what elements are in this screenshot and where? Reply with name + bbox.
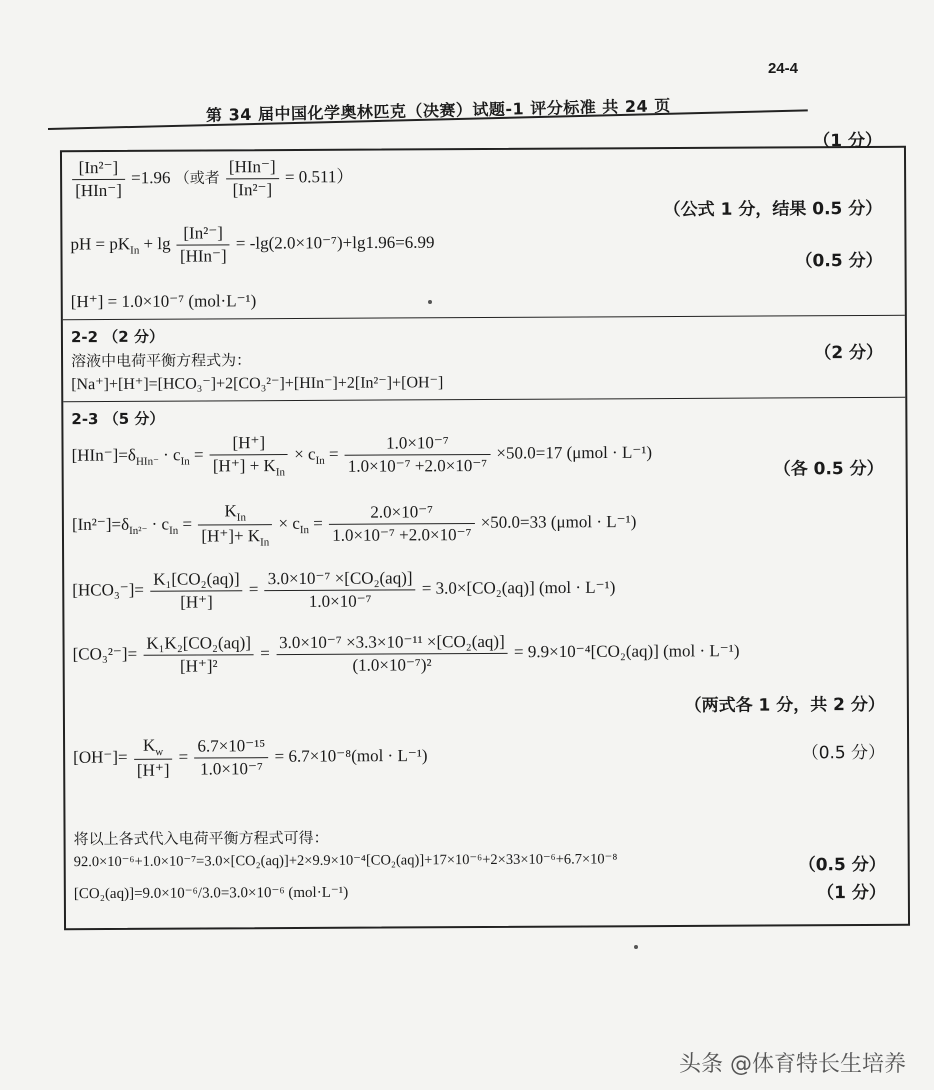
final-result: [CO₂(aq)]=9.0×10⁻⁶/3.0=3.0×10⁻⁶ (mol·L⁻¹) — [73, 884, 349, 903]
hco3-equation: [HCO₃⁻]= $\frac{\text{K₁[CO₂(aq)]}}{[H^+]}$ = $\frac{\text{3.0×10⁻⁷ ×[CO₂(aq)]}}{\text{1.0×10⁻⁷}}$ = 3.0×[CO₂(aq)] (mol · L⁻¹) — [72, 568, 616, 612]
section-2-2 — [63, 316, 905, 402]
co3-fraction-1: $\frac{\text{K₁K₂[CO₂(aq)]}}{\text{[H⁺]²}}$ — [143, 633, 254, 677]
speck — [634, 945, 638, 949]
page-header: 第 34 届中国化学奥林匹克（决赛）试题-1 评分标准 共 24 页 — [205, 96, 671, 125]
hin-equation: $[HIn^-]=\delta_{HIn^-} \cdot c_{In}$ = $\frac{[H^+]}{[H^+] + K_{In}}$ × $c_{In}$ = $\frac{\text{1.0×10⁻⁷}}{\text{1.0×10⁻⁷ +2.0×10⁻⁷}}$ ×50.0=17 (μmol · L⁻¹) — [71, 433, 653, 479]
in-fraction-2: $\frac{\text{2.0×10⁻⁷}}{\text{1.0×10⁻⁷ +2.0×10⁻⁷}}$ — [329, 502, 475, 546]
ratio-line: $\frac{\text{[In²⁻]}}{\text{[HIn⁻]}}$ =1.96 （或者 $\frac{\text{[HIn⁻]}}{\text{[In²⁻]}}$ = 0.511） — [70, 157, 354, 201]
ph-line: pH = $pK_{In} + \lg$ $\frac{\text{[In²⁻]}}{\text{[HIn⁻]}}$ = -lg(2.0×10⁻⁷)+lg1.96=6.99 — [70, 223, 435, 266]
oh-fraction-2: $\frac{\text{6.7×10⁻¹⁵}}{\text{1.0×10⁻⁷}}$ — [194, 736, 268, 779]
combined-equation: 92.0×10⁻⁶+1.0×10⁻⁷=3.0×[CO₂(aq)]+2×9.9×10⁻⁴[CO₂(aq)]+17×10⁻⁶+2×33×10⁻⁶+6.7×10⁻⁸ — [73, 851, 618, 871]
score-final: （1 分） — [817, 882, 886, 904]
section-2-3 — [63, 398, 908, 932]
score-2pt: （2 分） — [814, 342, 884, 364]
answer-sheet — [60, 130, 910, 930]
hin-fraction-1: $\frac{[H^+]}{[H^+] + K_{In}}$ — [210, 433, 288, 479]
section-2-2-desc: 溶液中电荷平衡方程式为： — [71, 351, 252, 371]
section-2-1 — [62, 130, 905, 320]
score-1pt: （1 分） — [813, 130, 882, 152]
section-2-2-title: 2-2 （2 分） — [70, 327, 164, 347]
hco3-fraction-1: $\frac{\text{K₁[CO₂(aq)]}}{[H^+]}$ — [150, 569, 243, 612]
watermark: 头条 @体育特长生培养 — [679, 1052, 906, 1077]
score-formula: （公式 1 分，结果 0.5 分） — [663, 198, 883, 221]
oh-fraction-1: $\frac{K_w}{[H^+]}$ — [134, 736, 173, 782]
hin-fraction-2: $\frac{\text{1.0×10⁻⁷}}{\text{1.0×10⁻⁷ +2.0×10⁻⁷}}$ — [345, 433, 491, 477]
ratio-fraction-1: $\frac{\text{[In²⁻]}}{\text{[HIn⁻]}}$ — [72, 158, 125, 201]
score-combined: （0.5 分） — [798, 854, 886, 876]
oh-equation: [OH⁻]= $\frac{K_w}{[H^+]}$ = $\frac{\text{6.7×10⁻¹⁵}}{\text{1.0×10⁻⁷}}$ = 6.7×10⁻⁸(mol · L⁻¹) — [73, 735, 428, 781]
co3-fraction-2: $\frac{\text{3.0×10⁻⁷ ×3.3×10⁻¹¹ ×[CO₂(aq)]}}{\text{(1.0×10⁻⁷)²}}$ — [276, 632, 508, 676]
score-half: （0.5 分） — [795, 250, 883, 272]
co3-equation: [CO₃²⁻]= $\frac{\text{K₁K₂[CO₂(aq)]}}{\text{[H⁺]²}}$ = $\frac{\text{3.0×10⁻⁷ ×3.3×10⁻¹¹ ×[CO₂(aq)]}}{\text{(1.0×10⁻⁷)²}}$ = 9.9×10⁻⁴[CO₂(aq)] (mol · L⁻¹) — [72, 631, 740, 676]
ph-fraction: $\frac{\text{[In²⁻]}}{\text{[HIn⁻]}}$ — [177, 223, 230, 266]
speck — [428, 300, 432, 304]
in-equation: $[In^{2-}]=\delta_{In^{2-}} \cdot c_{In}$ = $\frac{K_{In}}{[H^+]+ K_{In}}$ × $c_{In}$ = $\frac{\text{2.0×10⁻⁷}}{\text{1.0×10⁻⁷ +2.0×10⁻⁷}}$ ×50.0=33 (μmol · L⁻¹) — [71, 501, 637, 549]
score-oh: （0.5 分） — [801, 742, 886, 764]
substitute-text: 将以上各式代入电荷平衡方程式可得： — [73, 828, 329, 849]
ratio-fraction-2: $\frac{\text{[HIn⁻]}}{\text{[In²⁻]}}$ — [226, 157, 279, 200]
h-concentration: [H⁺] = 1.0×10⁻⁷ (mol·L⁻¹) — [70, 291, 257, 312]
score-two-formulas: （两式各 1 分，共 2 分） — [684, 694, 885, 716]
page-number: 24-4 — [767, 60, 798, 77]
hco3-fraction-2: $\frac{\text{3.0×10⁻⁷ ×[CO₂(aq)]}}{\text{1.0×10⁻⁷}}$ — [265, 568, 416, 612]
charge-balance-equation: [Na⁺]+[H⁺]=[HCO₃⁻]+2[CO₃²⁻]+[HIn⁻]+2[In²⁻]+[OH⁻] — [71, 374, 444, 394]
in-fraction-1: $\frac{K_{In}}{[H^+]+ K_{In}}$ — [198, 501, 272, 549]
score-each-half: （各 0.5 分） — [773, 458, 884, 480]
section-2-3-title: 2-3 （5 分） — [71, 409, 165, 429]
